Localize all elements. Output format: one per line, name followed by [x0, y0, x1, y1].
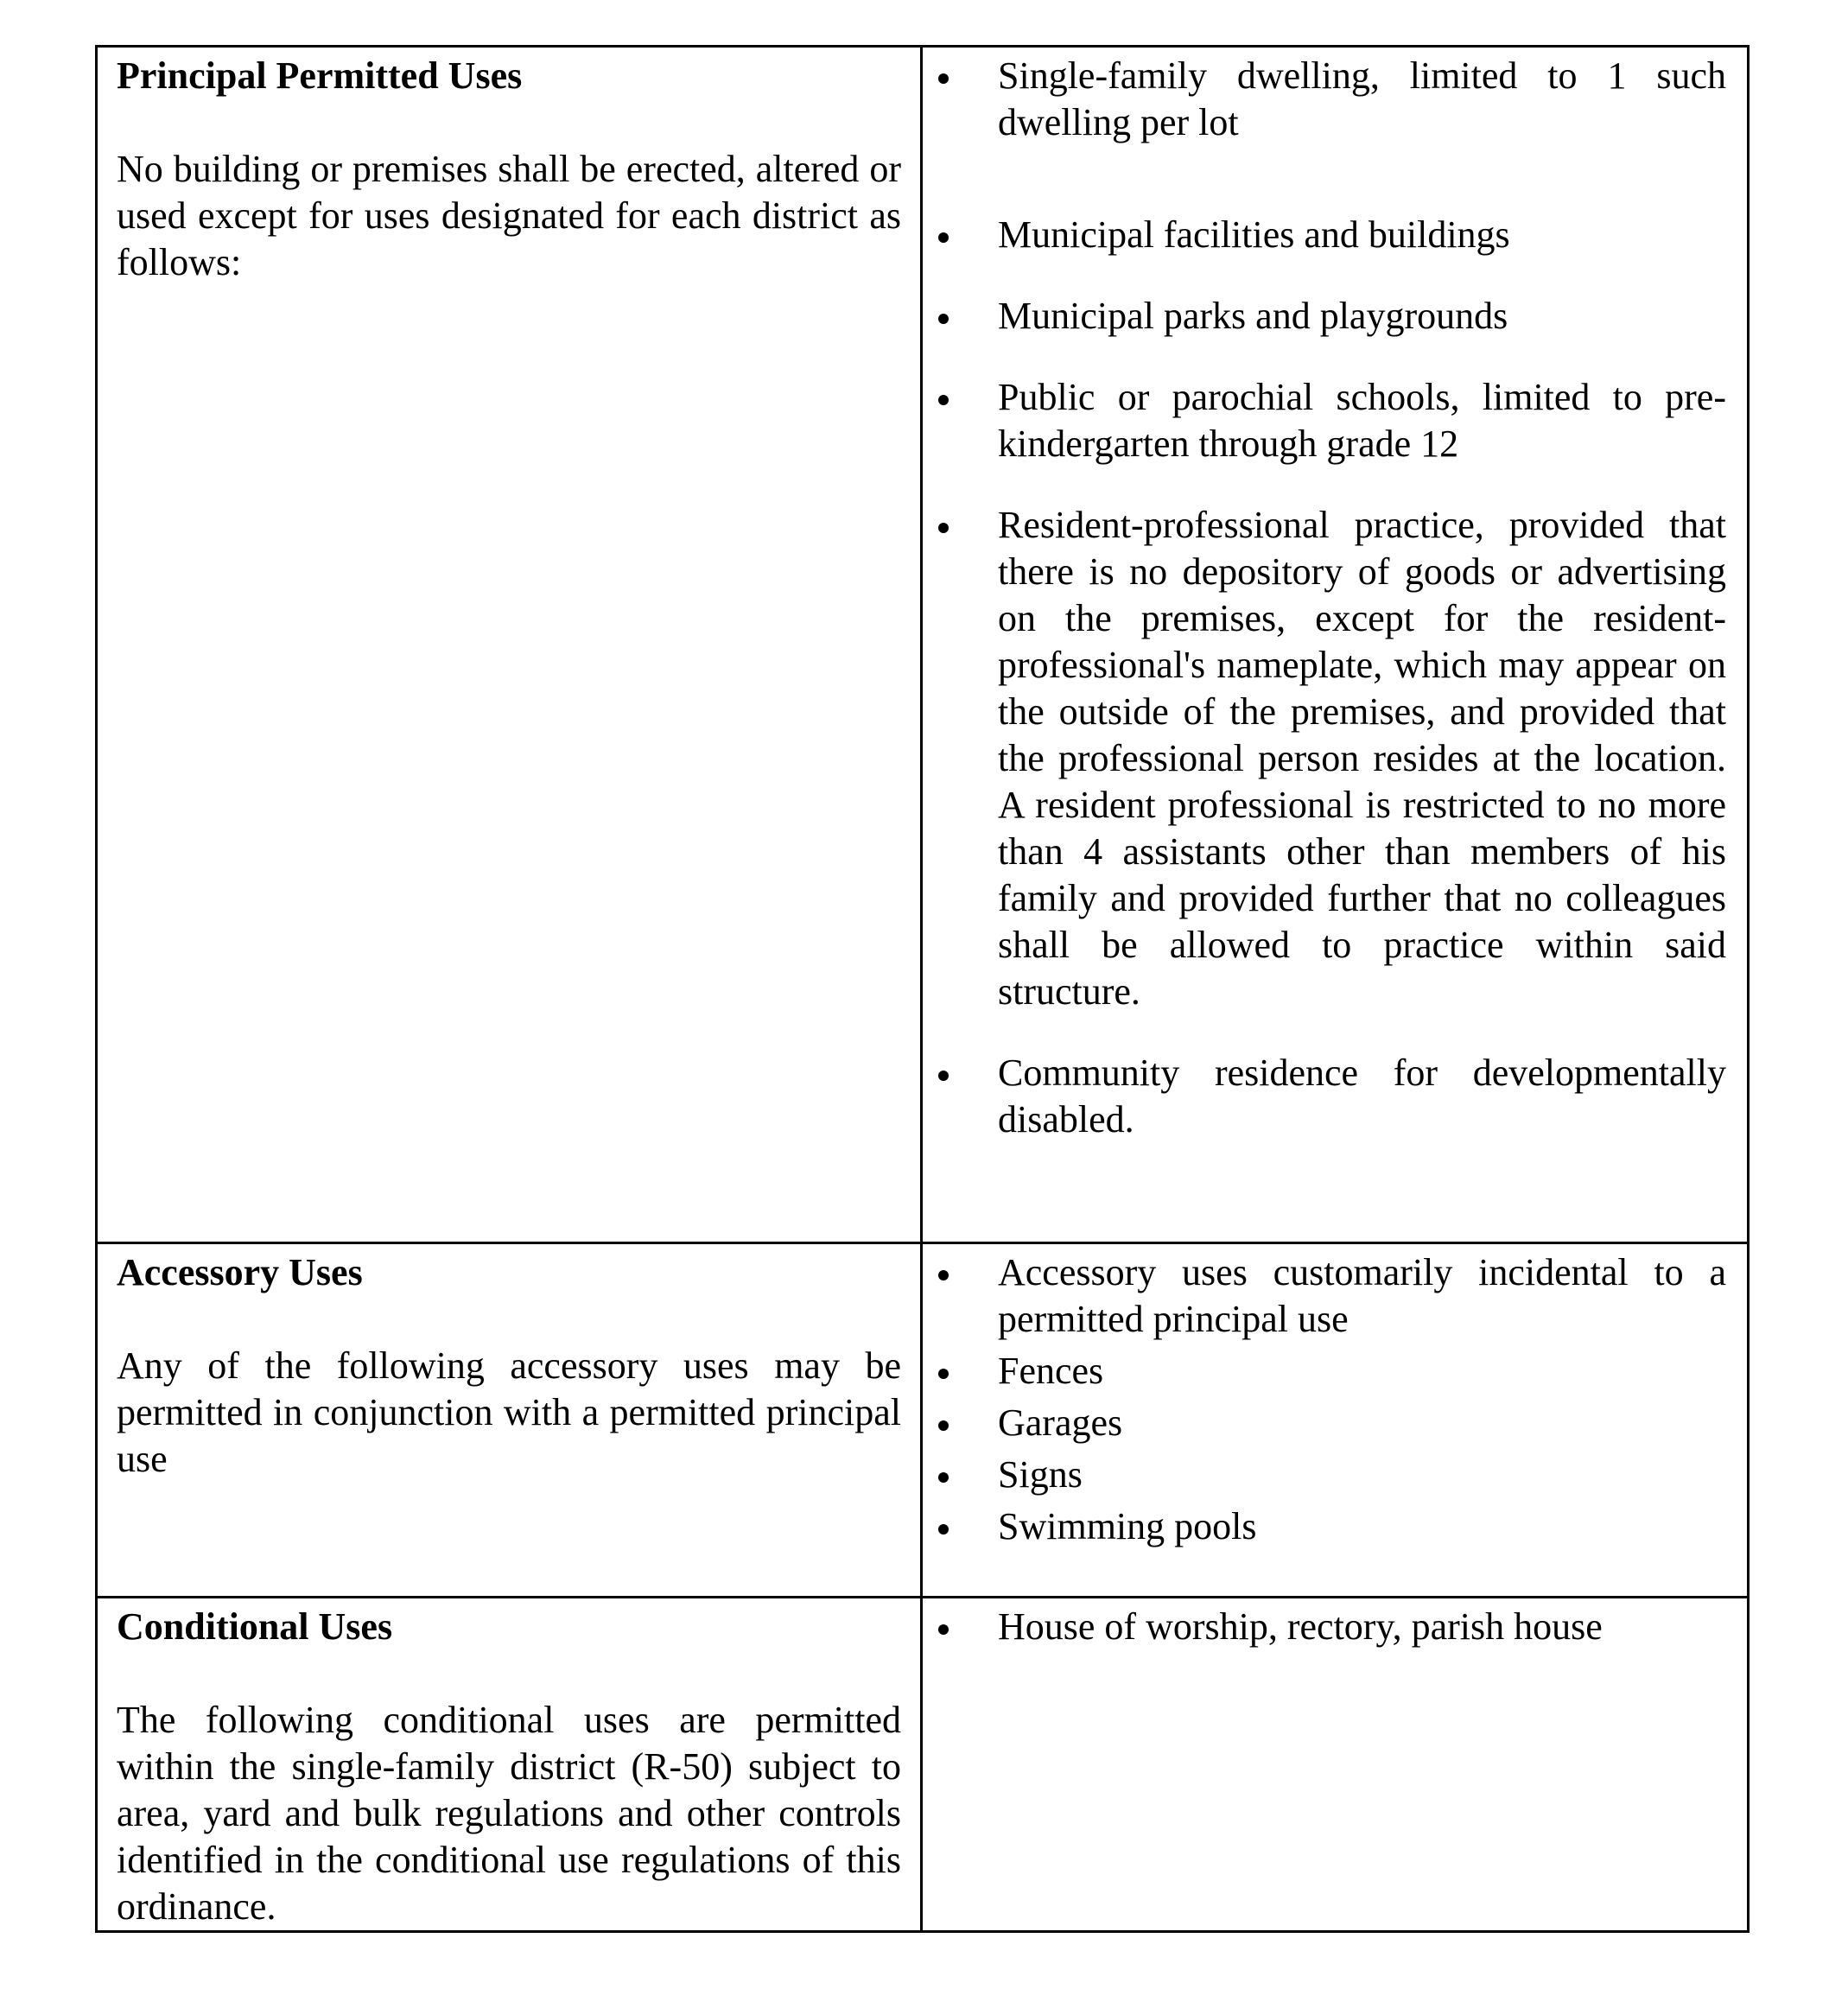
- list-item-text: Public or parochial schools, limited to pre-kindergarten through grade 12: [998, 376, 1726, 465]
- list-item: [923, 1452, 1726, 1498]
- bullet-icon: [938, 1524, 949, 1535]
- accessory-uses-heading: Accessory Uses: [117, 1251, 363, 1293]
- list-item-text: House of worship, rectory, parish house: [998, 1605, 1603, 1648]
- list-item-text: Resident-professional practice, provided that there is no depository of goods or advertising on the premises, except for the resident-professional's nameplate, which may appear on the outside of the premises, and provided that the professional person resides at the location. A resident professional is restricted to no more than 4 assistants other than members of his family and provided further that no colleagues shall be allowed to practice within said structure.: [998, 504, 1726, 1013]
- list-item-text: Single-family dwelling, limited to 1 such dwelling per lot: [998, 54, 1726, 143]
- bullet-icon: [938, 314, 949, 324]
- list-item-text: Community residence for developmentally disabled.: [998, 1052, 1726, 1141]
- list-item: [923, 1249, 1726, 1343]
- list-item: [923, 1604, 1726, 1650]
- list-item: [923, 1503, 1726, 1550]
- list-item-text: Municipal facilities and buildings: [998, 213, 1510, 256]
- list-item: [923, 53, 1726, 146]
- accessory-uses-label-cell: [97, 1243, 922, 1598]
- conditional-uses-row: [97, 1598, 1749, 1932]
- bullet-icon: [938, 1369, 949, 1379]
- accessory-uses-list-cell: [922, 1243, 1749, 1598]
- conditional-uses-heading: Conditional Uses: [117, 1605, 393, 1648]
- list-item: [923, 502, 1726, 1015]
- bullet-icon: [938, 1420, 949, 1431]
- conditional-uses-description: The following conditional uses are permitted within the single-family district (R-50) subject to area, yard and bulk regulations and other controls identified in the conditional use regulations of this ordinance.: [117, 1699, 901, 1928]
- accessory-uses-row: [97, 1243, 1749, 1598]
- bullet-icon: [938, 232, 949, 243]
- conditional-uses-list: [923, 1604, 1726, 1650]
- list-item: [923, 212, 1726, 258]
- bullet-icon: [938, 1472, 949, 1483]
- accessory-uses-list: [923, 1249, 1726, 1550]
- principal-uses-list-cell: [922, 47, 1749, 1243]
- list-item-text: Accessory uses customarily incidental to a permitted principal use: [998, 1251, 1726, 1340]
- list-item: [923, 293, 1726, 340]
- bullet-icon: [938, 1270, 949, 1280]
- bullet-icon: [938, 1071, 949, 1081]
- list-item: [923, 374, 1726, 467]
- list-item-text: Garages: [998, 1401, 1123, 1444]
- bullet-icon: [938, 73, 949, 84]
- principal-uses-label-cell: [97, 47, 922, 1243]
- conditional-uses-list-cell: [922, 1598, 1749, 1932]
- principal-uses-heading: Principal Permitted Uses: [117, 54, 523, 97]
- bullet-icon: [938, 523, 949, 533]
- accessory-uses-description: Any of the following accessory uses may be permitted in conjunction with a permitted principal use: [117, 1344, 901, 1480]
- list-item-text: Swimming pools: [998, 1505, 1257, 1547]
- uses-table: [95, 45, 1750, 1933]
- principal-uses-row: [97, 47, 1749, 1243]
- bullet-icon: [938, 1624, 949, 1635]
- list-item: [923, 1050, 1726, 1143]
- list-item-text: Municipal parks and playgrounds: [998, 295, 1508, 337]
- list-item: [923, 1400, 1726, 1446]
- conditional-uses-label-cell: [97, 1598, 922, 1932]
- bullet-icon: [938, 395, 949, 405]
- principal-uses-list: [923, 53, 1726, 1143]
- list-item-text: Fences: [998, 1350, 1104, 1392]
- list-item: [923, 1348, 1726, 1395]
- principal-uses-description: No building or premises shall be erected, altered or used except for uses designated for each district as follows:: [117, 148, 901, 283]
- list-item-text: Signs: [998, 1453, 1083, 1496]
